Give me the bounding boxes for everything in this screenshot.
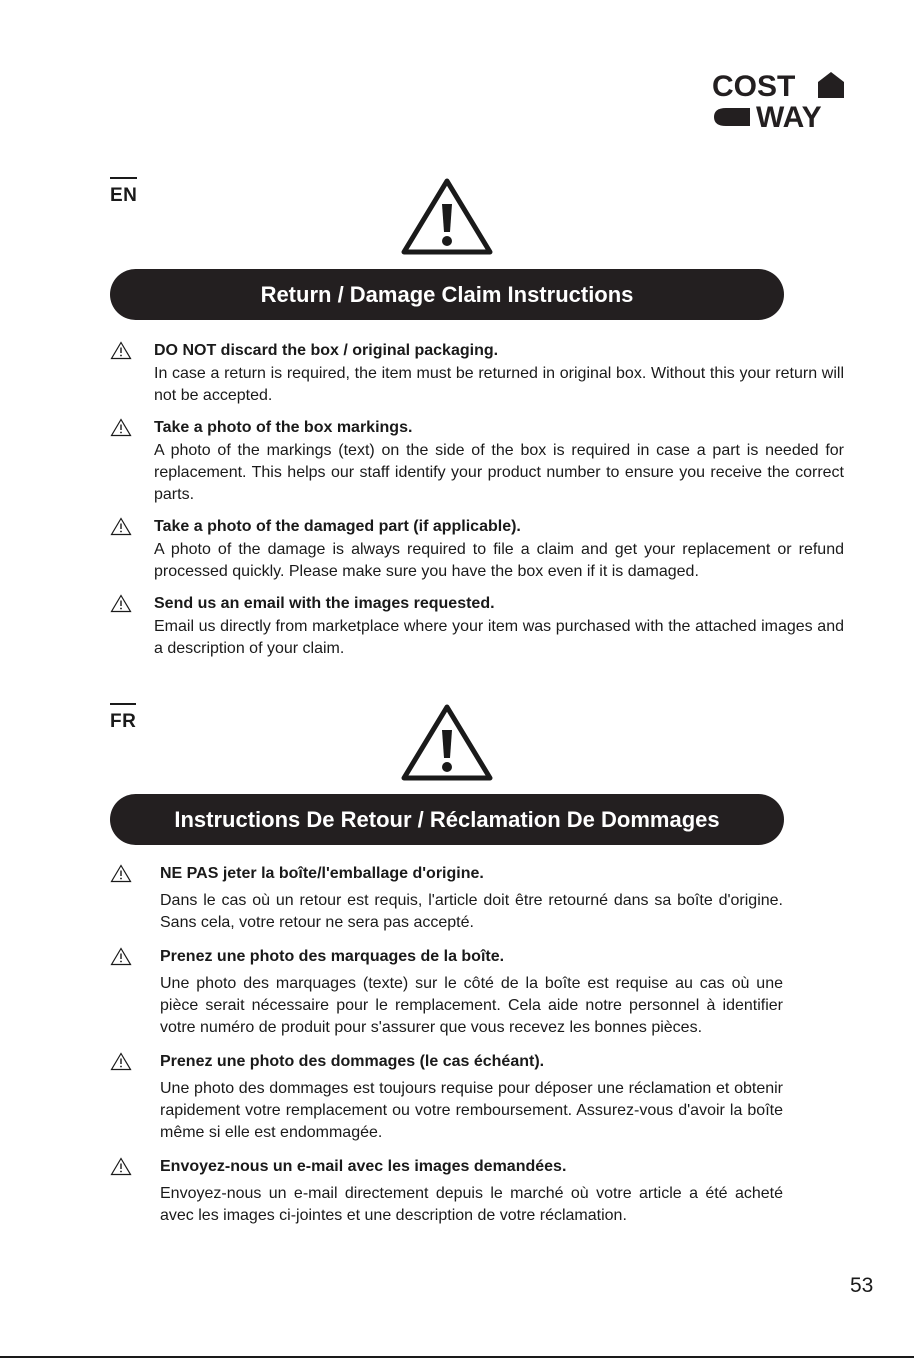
instruction-item — [160, 1156, 783, 1227]
instruction-body: Dans le cas où un retour est requis, l'article doit être retourné dans sa boîte d'origine. Sans cela, votre retour ne sera pas accepté. — [160, 892, 783, 931]
warning-icon — [110, 517, 132, 536]
warning-icon — [110, 418, 132, 437]
instruction-body: Email us directly from marketplace where your item was purchased with the attached images and a description of your claim. — [154, 618, 844, 657]
section-title-banner-en: Return / Damage Claim Instructions — [110, 269, 784, 320]
instruction-heading: NE PAS jeter la boîte/l'emballage d'origine. — [160, 865, 484, 882]
instruction-body: Envoyez-nous un e-mail directement depuis le marché où votre article a été acheté avec les images ci-jointes et une description de votre réclamation. — [160, 1185, 783, 1224]
warning-icon — [110, 947, 132, 966]
costway-logo — [712, 70, 846, 130]
section-title-banner-fr: Instructions De Retour / Réclamation De Dommages — [110, 794, 784, 845]
bottom-divider — [0, 1356, 914, 1358]
instruction-heading: DO NOT discard the box / original packaging. — [154, 342, 499, 359]
instruction-heading: Take a photo of the damaged part (if applicable). — [154, 518, 521, 535]
page-number: 53 — [850, 1274, 874, 1297]
instruction-list-en — [154, 340, 844, 660]
warning-icon — [110, 341, 132, 360]
instruction-body: Une photo des dommages est toujours requise pour déposer une réclamation et obtenir rapidement votre remplacement ou votre remboursement. Assurez-vous d'avoir la boîte même si elle est endommagée. — [160, 1080, 783, 1141]
large-warning-icon — [400, 702, 494, 782]
instruction-body: A photo of the markings (text) on the side of the box is required in case a part is needed for replacement. This helps our staff identify your product number to ensure you receive the correct parts. — [154, 442, 844, 503]
language-label-fr: FR — [110, 703, 136, 733]
logo-text-cost: COST — [712, 70, 796, 103]
instruction-item — [160, 1051, 783, 1144]
instruction-body: A photo of the damage is always required to file a claim and get your replacement or refund processed quickly. Please make sure you have the box even if it is damaged. — [154, 541, 844, 580]
instruction-item — [160, 863, 783, 934]
instruction-item — [160, 946, 783, 1039]
instruction-heading: Send us an email with the images requested. — [154, 595, 495, 612]
instruction-heading: Prenez une photo des marquages de la boîte. — [160, 948, 505, 965]
instruction-body: In case a return is required, the item must be returned in original box. Without this your return will not be accepted. — [154, 365, 844, 404]
house-icon — [818, 72, 844, 98]
instruction-list-fr — [160, 863, 783, 1227]
warning-icon — [110, 1157, 132, 1176]
instruction-item — [154, 516, 844, 583]
instruction-item — [154, 593, 844, 660]
instruction-heading: Envoyez-nous un e-mail avec les images demandées. — [160, 1158, 567, 1175]
logo-text-way: WAY — [756, 101, 822, 130]
language-label-en: EN — [110, 177, 137, 207]
instruction-body: Une photo des marquages (texte) sur le côté de la boîte est requise au cas où une pièce serait nécessaire pour le remplacement. Cela aide notre personnel à identifier votre numéro de produit pour s'assurer que vous recevez les bonnes pièces. — [160, 975, 783, 1036]
warning-icon — [110, 594, 132, 613]
large-warning-icon — [400, 176, 494, 256]
warning-icon — [110, 864, 132, 883]
warning-icon — [110, 1052, 132, 1071]
instruction-item — [154, 417, 844, 506]
instruction-heading: Take a photo of the box markings. — [154, 419, 413, 436]
logo-pill-shape — [714, 108, 750, 126]
instruction-item — [154, 340, 844, 407]
instruction-heading: Prenez une photo des dommages (le cas échéant). — [160, 1053, 545, 1070]
